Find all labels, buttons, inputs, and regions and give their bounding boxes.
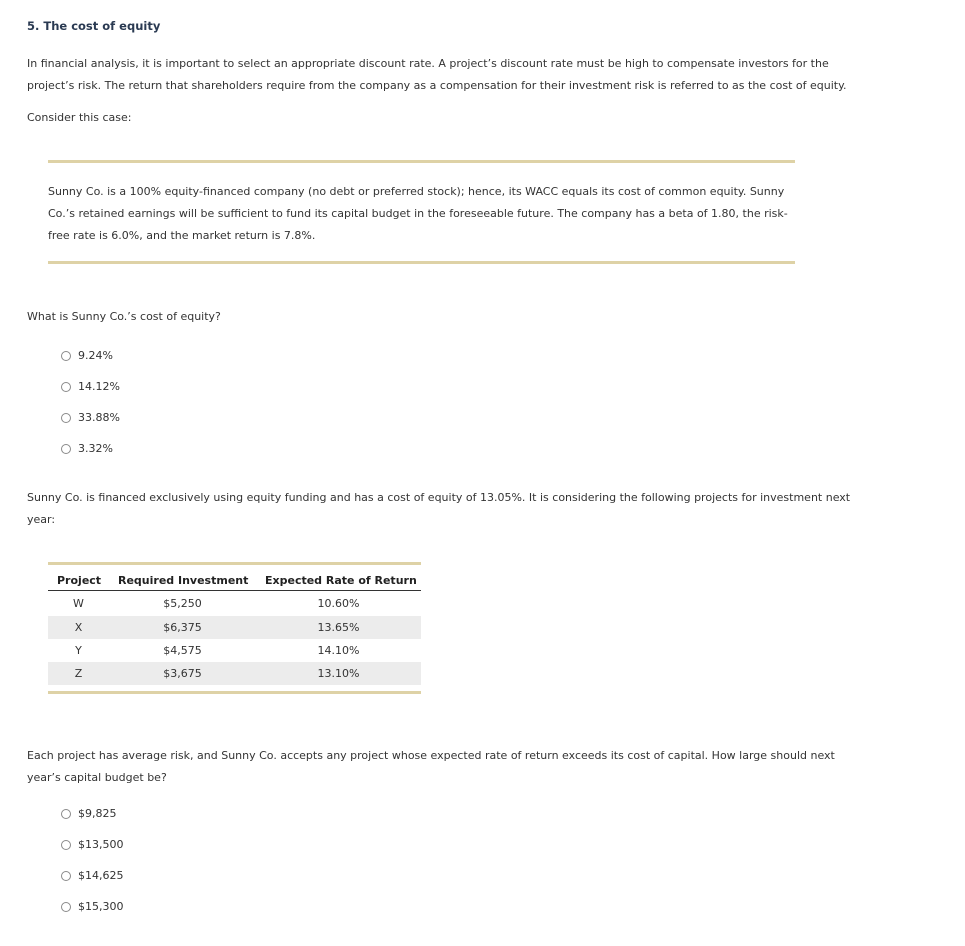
return-cell: 14.10% [317, 644, 360, 657]
return-cell: 13.10% [317, 667, 360, 680]
table-bottom-divider [48, 691, 421, 694]
question1-option-4[interactable] [61, 442, 113, 455]
table-header-investment: Required Investment [118, 574, 249, 587]
radio-button[interactable] [61, 871, 71, 881]
table-row [48, 592, 421, 615]
question1-option-2[interactable] [61, 380, 120, 393]
case-description: Sunny Co. is a 100% equity-financed company (no debt or preferred stock); hence, its WACC equals its cost of common equity. Sunny Co.’s retained earnings will be sufficient to fund its capital budget in the foreseeable future. The company has a beta of 1.80, the risk-free rate is 6.0%, and the market return is 7.8%. [48, 185, 788, 242]
radio-button[interactable] [61, 840, 71, 850]
option-label: $14,625 [78, 869, 124, 882]
project-cell: Z [74, 667, 83, 680]
project-cell: W [73, 597, 84, 610]
return-cell: 10.60% [317, 597, 360, 610]
part2-intro: Sunny Co. is financed exclusively using equity funding and has a cost of equity of 13.05%. It is considering the following projects for investment next year: [27, 491, 851, 526]
investment-cell: $5,250 [163, 597, 202, 610]
question2-option-1[interactable] [61, 807, 117, 820]
project-cell: Y [75, 644, 82, 657]
question2-option-3[interactable] [61, 869, 124, 882]
radio-button[interactable] [61, 809, 71, 819]
table-row [48, 616, 421, 639]
table-top-divider [48, 562, 421, 565]
radio-button[interactable] [61, 351, 71, 361]
investment-cell: $3,675 [163, 667, 202, 680]
question2-prompt: Each project has average risk, and Sunny Co. accepts any project whose expected rate of return exceeds its cost of capital. How large should next year’s capital budget be? [27, 749, 835, 784]
investment-cell: $6,375 [163, 621, 202, 634]
table-row [48, 639, 421, 662]
question2-option-4[interactable] [61, 900, 124, 913]
return-cell: 13.65% [317, 621, 360, 634]
option-label: 14.12% [78, 380, 120, 393]
project-cell: X [74, 621, 83, 634]
question1-prompt: What is Sunny Co.’s cost of equity? [27, 310, 221, 323]
radio-button[interactable] [61, 413, 71, 423]
option-label: $13,500 [78, 838, 124, 851]
question1-option-3[interactable] [61, 411, 120, 424]
intro-paragraph: In financial analysis, it is important to select an appropriate discount rate. A project’s discount rate must be high to compensate investors for the project’s risk. The return that shareholders require from the company as a compensation for their investment risk is referred to as the cost of equity. [27, 57, 847, 92]
table-header-rule [48, 590, 421, 591]
option-label: 9.24% [78, 349, 113, 362]
radio-button[interactable] [61, 444, 71, 454]
table-header-return: Expected Rate of Return [265, 574, 417, 587]
question2-option-2[interactable] [61, 838, 124, 851]
option-label: 33.88% [78, 411, 120, 424]
radio-button[interactable] [61, 382, 71, 392]
radio-button[interactable] [61, 902, 71, 912]
option-label: 3.32% [78, 442, 113, 455]
table-row [48, 662, 421, 685]
case-top-divider [48, 160, 795, 163]
option-label: $15,300 [78, 900, 124, 913]
option-label: $9,825 [78, 807, 117, 820]
case-bottom-divider [48, 261, 795, 264]
consider-label: Consider this case: [27, 111, 132, 124]
question1-option-1[interactable] [61, 349, 113, 362]
investment-cell: $4,575 [163, 644, 202, 657]
table-header-project: Project [57, 574, 102, 587]
section-title: 5. The cost of equity [27, 19, 161, 33]
